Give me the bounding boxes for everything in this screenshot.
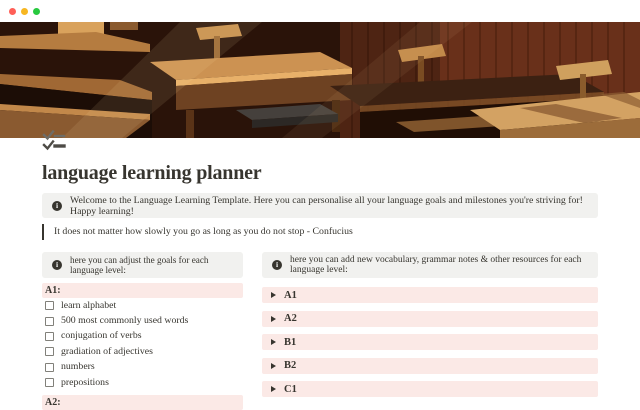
todo-item bbox=[42, 360, 243, 375]
toggle-arrow-icon[interactable] bbox=[271, 292, 276, 298]
quote-text: It does not matter how slowly you go as long as you do not stop - Confucius bbox=[54, 226, 353, 237]
todo-label: 500 most commonly used words bbox=[61, 315, 189, 327]
toggle-label: A1 bbox=[284, 289, 297, 301]
checkbox-unchecked[interactable] bbox=[45, 301, 54, 310]
quote-block bbox=[42, 224, 598, 240]
checkbox-unchecked[interactable] bbox=[45, 363, 54, 372]
todo-item bbox=[42, 329, 243, 344]
level-toggles bbox=[262, 287, 598, 397]
toggle-c1[interactable] bbox=[262, 381, 598, 397]
info-icon bbox=[52, 201, 62, 211]
toggle-a1[interactable] bbox=[262, 287, 598, 303]
welcome-callout-text: Welcome to the Language Learning Template. Here you can personalise all your language goals and milestones you're striving for! Happy learning! bbox=[70, 194, 583, 217]
todo-item bbox=[42, 298, 243, 313]
section-header-a2: A2: bbox=[42, 395, 243, 410]
toggle-label: A2 bbox=[284, 313, 297, 324]
section-header-a1: A1: bbox=[42, 283, 243, 298]
todo-item bbox=[42, 375, 243, 390]
window-zoom-button[interactable] bbox=[33, 8, 40, 15]
toggle-label: C1 bbox=[284, 383, 297, 395]
toggle-b1[interactable] bbox=[262, 334, 598, 350]
todo-label: conjugation of verbs bbox=[61, 330, 142, 342]
checkbox-unchecked[interactable] bbox=[45, 378, 54, 387]
cover-image bbox=[0, 22, 640, 138]
toggle-a2[interactable] bbox=[262, 311, 598, 327]
resources-callout-text: here you can add new vocabulary, grammar notes & other resources for each language level: bbox=[290, 255, 582, 275]
resources-column bbox=[262, 252, 598, 405]
page-title: language learning planner bbox=[42, 162, 262, 184]
goals-callout bbox=[42, 252, 243, 278]
info-icon bbox=[272, 260, 282, 270]
toggle-arrow-icon[interactable] bbox=[271, 316, 276, 322]
window-close-button[interactable] bbox=[9, 8, 16, 15]
todo-label: learn alphabet bbox=[61, 299, 117, 311]
todo-label: prepositions bbox=[61, 376, 109, 388]
todo-label: numbers bbox=[61, 361, 95, 373]
window-minimize-button[interactable] bbox=[21, 8, 28, 15]
resources-callout bbox=[262, 252, 598, 278]
toggle-label: B1 bbox=[284, 336, 297, 348]
checkbox-unchecked[interactable] bbox=[45, 332, 54, 341]
page-icon checklist-icon[interactable] bbox=[42, 129, 66, 153]
goals-callout-text: here you can adjust the goals for each language level: bbox=[70, 255, 209, 275]
toggle-arrow-icon[interactable] bbox=[271, 339, 276, 345]
toggle-arrow-icon[interactable] bbox=[271, 386, 276, 392]
toggle-b2[interactable] bbox=[262, 358, 598, 374]
checkbox-unchecked[interactable] bbox=[45, 347, 54, 356]
todo-item bbox=[42, 344, 243, 359]
toggle-arrow-icon[interactable] bbox=[271, 363, 276, 369]
window-titlebar bbox=[0, 0, 640, 22]
welcome-callout bbox=[42, 193, 598, 218]
toggle-label: B2 bbox=[284, 360, 297, 371]
todo-label: gradiation of adjectives bbox=[61, 345, 153, 357]
info-icon bbox=[52, 260, 62, 270]
todo-item bbox=[42, 313, 243, 328]
checkbox-unchecked[interactable] bbox=[45, 317, 54, 326]
goals-column bbox=[42, 252, 243, 410]
